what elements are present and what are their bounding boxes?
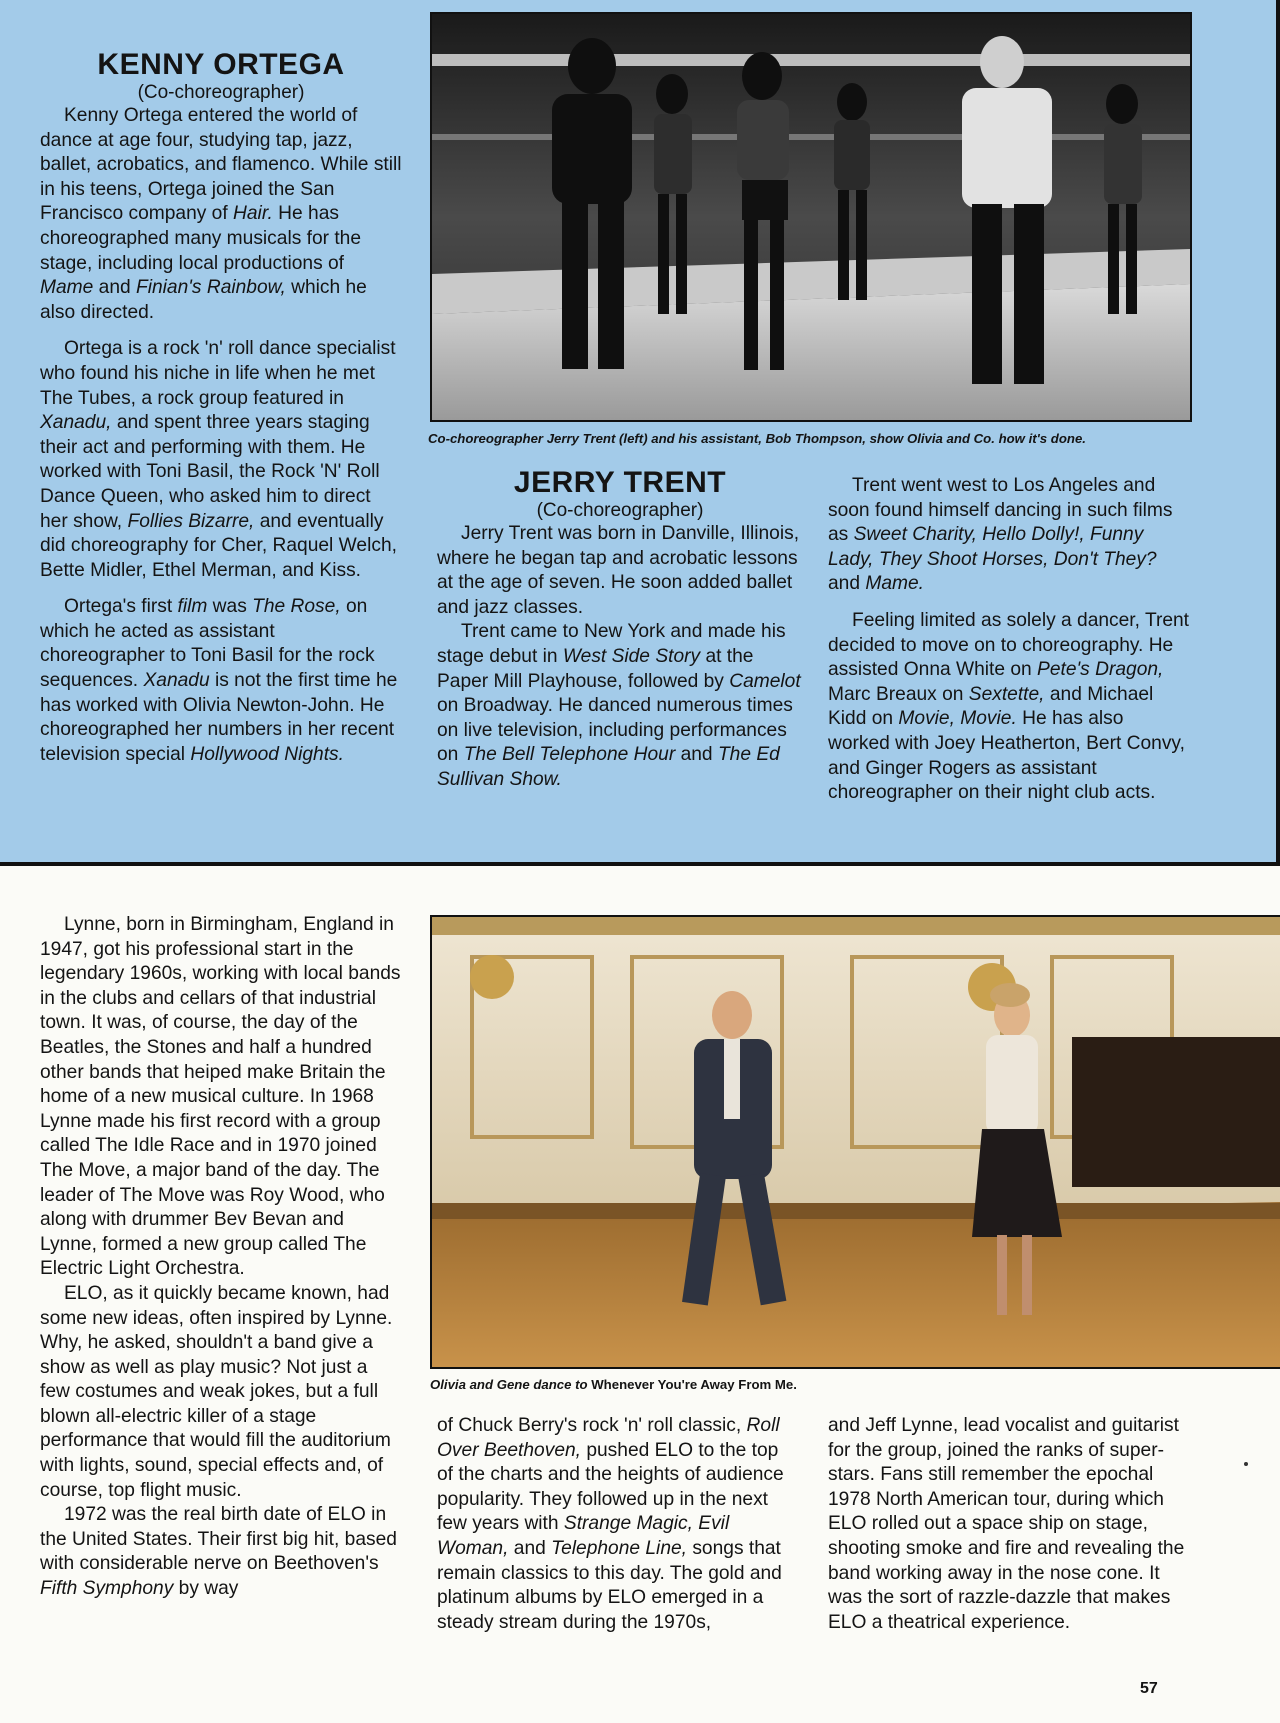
ortega-role: (Co-choreographer)	[137, 82, 305, 103]
trent-column-1	[437, 466, 803, 793]
trent-column-2	[828, 474, 1190, 806]
elo-column-1	[40, 913, 402, 1602]
ballroom-photo	[430, 915, 1280, 1369]
elo-paragraph-1: Lynne, born in Birmingham, England in 1947, got his professional start in the legendary 1960s, working with local bands in the clubs and cellars of that industrial town. It was, of course, the day of the Beatles, the Stones and half a hundred other bands that heiped make Britain the home of a new musical culture. In 1968 Lynne made his first record with a group called The Idle Race and in 1970 joined The Move, a major band of the day. The leader of The Move was Roy Wood, who along with drummer Bev Bevan and Lynne, formed a new group called The Electric Light Orchestra.	[40, 914, 401, 1280]
trent-heading: JERRY TRENT	[513, 466, 727, 499]
rehearsal-photo	[430, 12, 1192, 422]
rehearsal-photo-caption: Co-choreographer Jerry Trent (left) and his assistant, Bob Thompson, show Olivia and Co. how it's done.	[428, 431, 1086, 446]
trent-paragraph-3: Trent went west to Los Angeles and soon found himself dancing in such films as Sweet Charity, Hello Dolly!, Funny Lady, They Shoot Horses, Don't They? and Mame.	[828, 475, 1173, 595]
elo-column-2	[437, 1414, 799, 1635]
trent-paragraph-4: Feeling limited as solely a dancer, Trent decided to move on to choreography. He assisted Onna White on Pete's Dragon, Marc Breaux on Sextette, and Michael Kidd on Movie, Movie. He has also worked with Joey Heatherton, Bert Convy, and Ginger Rogers as assistant choreographer on their night club acts.	[828, 609, 1190, 804]
elo-column-3	[828, 1414, 1190, 1635]
ortega-paragraph-1: Kenny Ortega entered the world of dance at age four, studying tap, jazz, ballet, acrobatics, and flamenco. While still in his teens, Ortega joined the San Francisco company of Hair. He has choreographed many musicals for the stage, including local productions of Mame and Finian's Rainbow, which he also directed.	[40, 105, 402, 323]
elo-paragraph-4: of Chuck Berry's rock 'n' roll classic, Roll Over Beethoven, pushed ELO to the top of the charts and the heights of audience popularity. They followed up in the next few years with Strange Magic, Evil Woman, and Telephone Line, songs that remain classics to this day. The gold and platinum albums by ELO emerged in a steady stream during the 1970s,	[437, 1415, 784, 1633]
ortega-column	[40, 48, 402, 767]
elo-paragraph-2: ELO, as it quickly became known, had some new ideas, often inspired by Lynne. Why, he asked, shouldn't a band give a show as well as play music? Not just a few costumes and weak jokes, but a full blown all-electric killer of a stage performance that would fill the auditorium with lights, sound, special effects and, of course, top flight music.	[40, 1282, 393, 1501]
ortega-paragraph-2: Ortega is a rock 'n' roll dance specialist who found his niche in life when he met The Tubes, a rock group featured in Xanadu, and spent three years staging their act and performing with them. He worked with Toni Basil, the Rock 'N' Roll Dance Queen, who asked him to direct her show, Follies Bizarre, and eventually did choreography for Cher, Raquel Welch, Bette Midler, Ethel Merman, and Kiss.	[40, 338, 397, 581]
elo-paragraph-3: 1972 was the real birth date of ELO in the United States. Their first big hit, based with considerable nerve on Beethoven's Fifth Symphony by way	[40, 1504, 397, 1600]
trent-paragraph-1: Jerry Trent was born in Danville, Illinois, where he began tap and acrobatic lessons at the age of seven. He soon added ballet and jazz classes.	[437, 523, 800, 618]
rehearsal-photo-image	[432, 14, 1190, 420]
page-number: 57	[1140, 1680, 1158, 1697]
elo-paragraph-5: and Jeff Lynne, lead vocalist and guitarist for the group, joined the ranks of super-stars. Fans still remember the epochal 1978 North American tour, during which ELO rolled out a space ship on stage, shooting smoke and fire and revealing the band working away in the nose cone. It was the sort of razzle-dazzle that makes ELO a theatrical experience.	[828, 1415, 1185, 1633]
ink-speck	[1244, 1462, 1248, 1466]
trent-paragraph-2: Trent came to New York and made his stage debut in West Side Story at the Paper Mill Playhouse, followed by Camelot on Broadway. He danced numerous times on live television, including performances on The Bell Telephone Hour and The Ed Sullivan Show.	[437, 621, 801, 790]
ballroom-photo-image	[432, 917, 1280, 1367]
trent-role: (Co-choreographer)	[536, 500, 704, 521]
ortega-paragraph-3: Ortega's first film was The Rose, on which he acted as assistant choreographer to Toni Basil for the rock sequences. Xanadu is not the first time he has worked with Olivia Newton-John. He choreographed her numbers in her recent television special Hollywood Nights.	[40, 596, 398, 765]
ortega-heading: KENNY ORTEGA	[97, 48, 345, 81]
ballroom-photo-caption: Olivia and Gene dance to Whenever You're Away From Me.	[430, 1377, 797, 1392]
